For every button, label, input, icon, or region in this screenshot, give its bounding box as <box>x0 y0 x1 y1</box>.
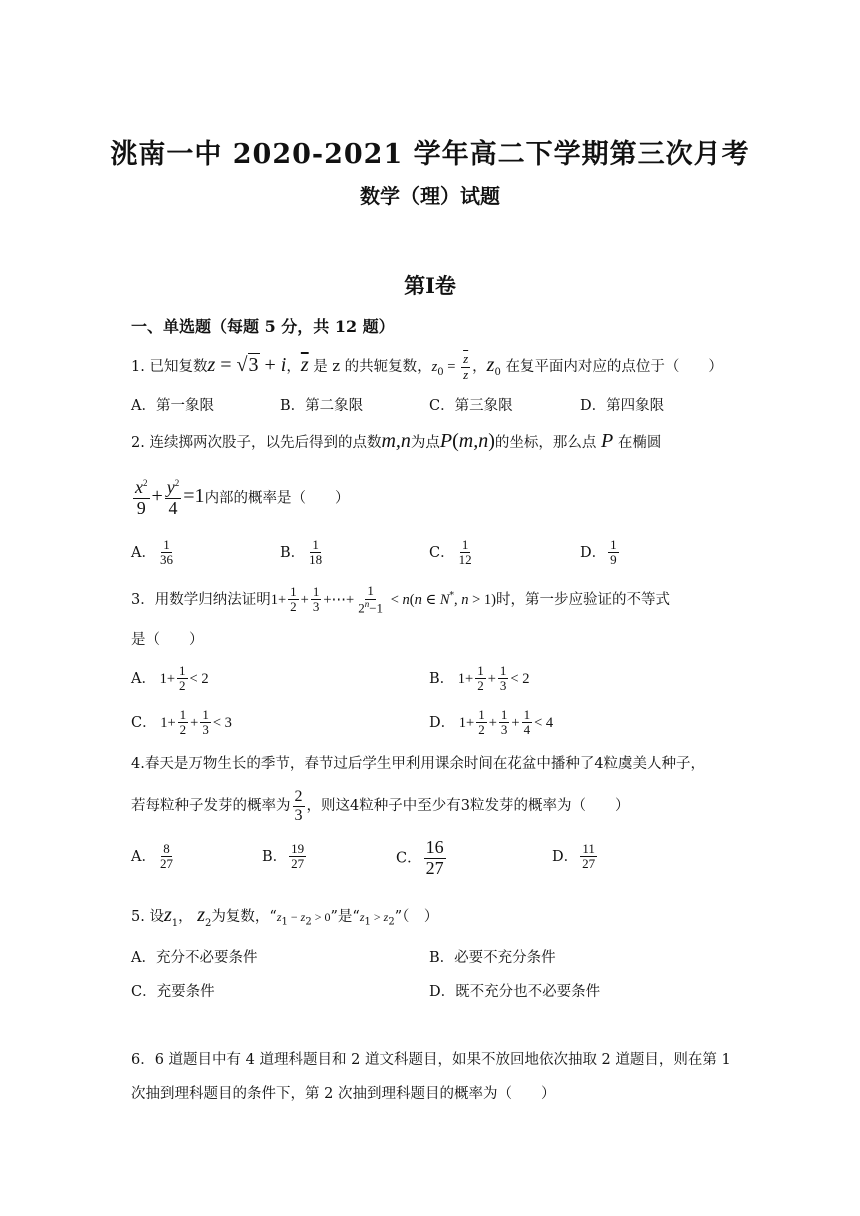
q3-option-b: B． 1+ $\frac{1}{2}$ + $\frac{1}{3}$ < 2 <box>429 663 530 694</box>
q1-formula-z0: $z_0$ = $\frac{\overline{z}}{z}$ <box>431 351 469 382</box>
q1-formula-z: z = √3 + i <box>207 354 287 376</box>
q4-option-b: B． $\frac{19}{27}$ <box>262 841 305 872</box>
q1-text2: 是 z 的共轭复数， <box>313 359 432 375</box>
q5-z2: $z_2$ <box>197 904 212 929</box>
q3-prefix: 3．用数学归纳法证明 <box>131 591 271 608</box>
section-heading: 一、单选题（每题 5 分，共 12 题） <box>131 317 395 336</box>
q5-text3: ”是“ <box>330 909 360 925</box>
q6-line2: 次抽到理科题目的条件下，第 2 次抽到理科题目的概率为（ ） <box>131 1086 556 1102</box>
q1-option-b: B．第二象限 <box>280 398 364 414</box>
q4-fraction: $\frac{2}{3}$ <box>294 788 303 824</box>
q2-text3: 的坐标，那么点 <box>494 435 597 451</box>
q5-cond2: $z_1 > z_2$ <box>359 910 395 928</box>
q2-point: P(m,n) <box>439 430 495 452</box>
question-5: 5. 设$z_1$， $z_2$为复数，“$z_1 - z_2 > 0$”是“$z_1$ > $z_2$”（ ） <box>131 904 439 929</box>
q4-line2-a: 若每粒种子发芽的概率为 <box>131 798 291 815</box>
volume-heading: 第Ⅰ卷 <box>404 273 456 298</box>
exam-subtitle: 数学（理）试题 <box>360 184 500 208</box>
question-1: 1. 已知复数z = √3 + i，$\overline{z}$ 是 z 的共轭复数，$z_0$ = $\frac{\overline{z}}{z}$ ，$z_0$ 在复平面内对应的点位于（ ） <box>131 351 723 382</box>
q2-ellipse: $\frac{x^2}{9}$ + $\frac{y^2}{4}$ =1 <box>135 477 205 518</box>
q3-suffix: 时，第一步应验证的不等式 <box>496 591 671 608</box>
q5-cond1: $z_1 - z_2 > 0$ <box>276 910 331 928</box>
q1-z-bar: $\overline{z}$ <box>300 354 309 376</box>
q2-option-d: D． $\frac{1}{9}$ <box>580 537 617 568</box>
q2-line2-text: 内部的概率是（ ） <box>204 490 350 507</box>
q4-option-c: C． $\frac{16}{27}$ <box>396 837 444 878</box>
question-3 <box>131 584 670 615</box>
q2-text2: 为点 <box>410 435 440 451</box>
q2-p: P <box>601 430 614 452</box>
q4-line2 <box>131 788 629 824</box>
q2-text4: 在椭圆 <box>617 435 662 451</box>
q3-option-c: C． 1+ $\frac{1}{2}$ + $\frac{1}{3}$ < 3 <box>131 707 232 738</box>
q5-z1: $z_1$ <box>163 904 179 929</box>
q5-text4: ”（ ） <box>394 909 439 925</box>
q2-line2 <box>131 478 350 519</box>
q1-option-a: A．第一象限 <box>131 398 214 414</box>
q5-option-c: C．充要条件 <box>131 984 215 1000</box>
q1-option-c: C．第三象限 <box>429 398 513 414</box>
q3-option-a: A． 1+ $\frac{1}{2}$ < 2 <box>131 663 209 694</box>
q4-line1: 4.春天是万物生长的季节，春节过后学生甲利用课余时间在花盆中播种了4粒虞美人种子， <box>131 756 706 772</box>
q5-text2: 为复数，“ <box>211 909 277 925</box>
question-2 <box>131 428 661 455</box>
q2-prefix: 2. 连续掷两次股子，以先后得到的点数 <box>131 435 382 451</box>
q2-option-a: A． $\frac{1}{36}$ <box>131 537 173 568</box>
q2-option-c: C． $\frac{1}{12}$ <box>429 537 472 568</box>
q5-prefix: 5. 设 <box>131 909 164 925</box>
q1-prefix: 1. 已知复数 <box>131 359 208 375</box>
q1-text3: 在复平面内对应的点位于（ ） <box>505 359 723 375</box>
q2-option-b: B． $\frac{1}{18}$ <box>280 537 323 568</box>
q3-inequality: 1+ $\frac{1}{2}$ + $\frac{1}{3}$ +⋯+ $\frac{1}{2^n-1}$ < n(n ∈ N*, n > 1) <box>270 583 497 615</box>
q3-option-d: D． 1+ $\frac{1}{2}$ + $\frac{1}{3}$ + $\frac{1}{4}$ < 4 <box>429 707 554 738</box>
q6-line1: 6．6 道题目中有 4 道理科题目和 2 道文科题目，如果不放回地依次抽取 2 道题目，则在第 1 <box>131 1052 731 1068</box>
exam-title: 洮南一中 2020-2021 学年高二下学期第三次月考 <box>110 139 750 170</box>
q1-option-d: D．第四象限 <box>580 398 665 414</box>
q5-option-a: A．充分不必要条件 <box>131 950 258 966</box>
q5-option-d: D．既不充分也不必要条件 <box>429 984 601 1000</box>
q4-option-a: A． $\frac{8}{27}$ <box>131 841 173 872</box>
q5-option-b: B．必要不充分条件 <box>429 950 556 966</box>
q4-line2-b: ，则这4粒种子中至少有3粒发芽的概率为（ ） <box>306 798 630 815</box>
q1-z0-symbol: $z_0$ <box>486 354 501 378</box>
q3-line2: 是（ ） <box>131 632 204 648</box>
q2-mn: m,n <box>381 430 411 452</box>
q4-option-d: D． $\frac{11}{27}$ <box>552 841 596 872</box>
